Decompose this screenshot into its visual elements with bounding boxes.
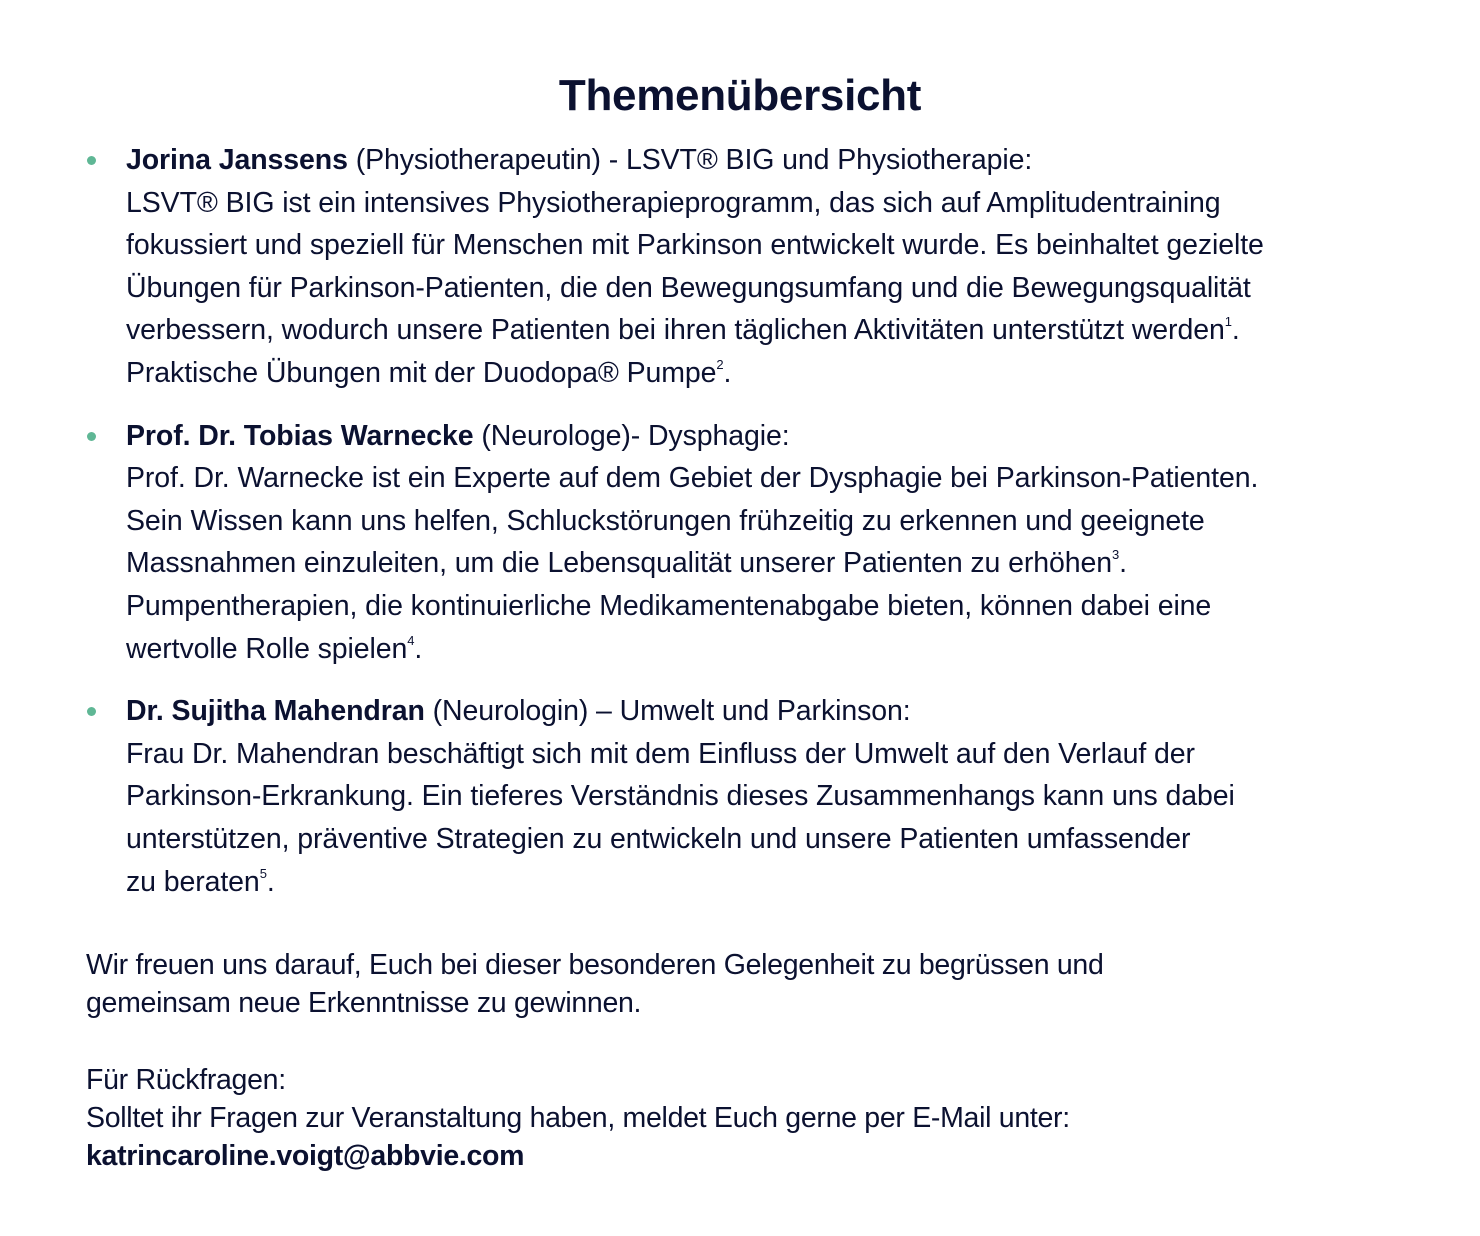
page-title: Themenübersicht [558, 71, 922, 120]
contact-text: Solltet ihr Fragen zur Veranstaltung haben, meldet Euch gerne per E-Mail unter: [86, 1102, 1070, 1134]
footnote-marker: 3 [1112, 547, 1120, 563]
topic-text-line: verbessern, wodurch unsere Patienten bei ihren täglichen Aktivitäten unterstützt werden$^1$. [126, 314, 1240, 347]
topic-heading [126, 415, 1406, 458]
topic-heading [126, 139, 1406, 182]
footnote-marker: 5 [259, 865, 267, 881]
speaker-name: Dr. Sujitha Mahendran [126, 695, 425, 728]
topic-text-line: Massnahmen einzuleiten, um die Lebensqualität unserer Patienten zu erhöhen$^3$. [126, 547, 1127, 580]
topic-item-warnecke [86, 415, 1406, 671]
topic-list [86, 139, 1406, 923]
topic-subject: (Neurologe)- Dysphagie: [473, 419, 790, 452]
topic-text-line: Parkinson-Erkrankung. Ein tieferes Verständnis dieses Zusammenhangs kann uns dabei [126, 780, 1235, 813]
topic-text-line: wertvolle Rolle spielen$^4$. [126, 632, 423, 665]
contact-section [86, 1061, 1406, 1175]
footnote-marker: 1 [1224, 314, 1232, 330]
topic-heading [126, 690, 1406, 733]
topic-text-line: Praktische Übungen mit der Duodopa® Pumpe$^2$. [126, 356, 732, 389]
topic-text-line: fokussiert und speziell für Menschen mit Parkinson entwickelt wurde. Es beinhaltet gezielte [126, 229, 1264, 262]
bullet-icon [87, 156, 96, 165]
footnote-marker: 2 [716, 356, 724, 372]
topic-subject: (Neurologin) – Umwelt und Parkinson: [424, 695, 911, 728]
topic-text-line: Übungen für Parkinson-Patienten, die den Bewegungsumfang und die Bewegungsqualität [126, 271, 1251, 304]
closing-paragraph [86, 946, 1406, 1022]
topic-text-line: zu beraten$^5$. [126, 865, 275, 898]
topic-text-line: Sein Wissen kann uns helfen, Schluckstörungen frühzeitig zu erkennen und geeignete [126, 504, 1205, 537]
topic-text-line: Pumpentherapien, die kontinuierliche Medikamentenabgabe bieten, können dabei eine [126, 589, 1212, 622]
email-link[interactable]: katrincaroline.voigt@abbvie.com [86, 1140, 525, 1172]
topic-item-janssens [86, 139, 1406, 395]
bullet-icon [87, 707, 96, 716]
topic-item-mahendran [86, 690, 1406, 903]
closing-line: gemeinsam neue Erkenntnisse zu gewinnen. [86, 987, 642, 1019]
topic-subject: (Physiotherapeutin) - LSVT® BIG und Physiotherapie: [347, 144, 1033, 176]
topic-text-line: unterstützen, präventive Strategien zu entwickeln und unsere Patienten umfassender [126, 822, 1191, 855]
topic-text-line: LSVT® BIG ist ein intensives Physiotherapieprogramm, das sich auf Amplitudentraining [126, 186, 1221, 219]
bullet-icon [87, 432, 96, 441]
contact-heading: Für Rückfragen: [86, 1064, 286, 1096]
speaker-name: Jorina Janssens [126, 144, 348, 176]
topic-text-line: Prof. Dr. Warnecke ist ein Experte auf dem Gebiet der Dysphagie bei Parkinson-Patienten. [126, 462, 1259, 495]
topic-text-line: Frau Dr. Mahendran beschäftigt sich mit dem Einfluss der Umwelt auf den Verlauf der [126, 737, 1195, 770]
closing-line: Wir freuen uns darauf, Euch bei dieser besonderen Gelegenheit zu begrüssen und [86, 949, 1104, 981]
footnote-marker: 4 [407, 632, 415, 648]
speaker-name: Prof. Dr. Tobias Warnecke [126, 419, 474, 452]
